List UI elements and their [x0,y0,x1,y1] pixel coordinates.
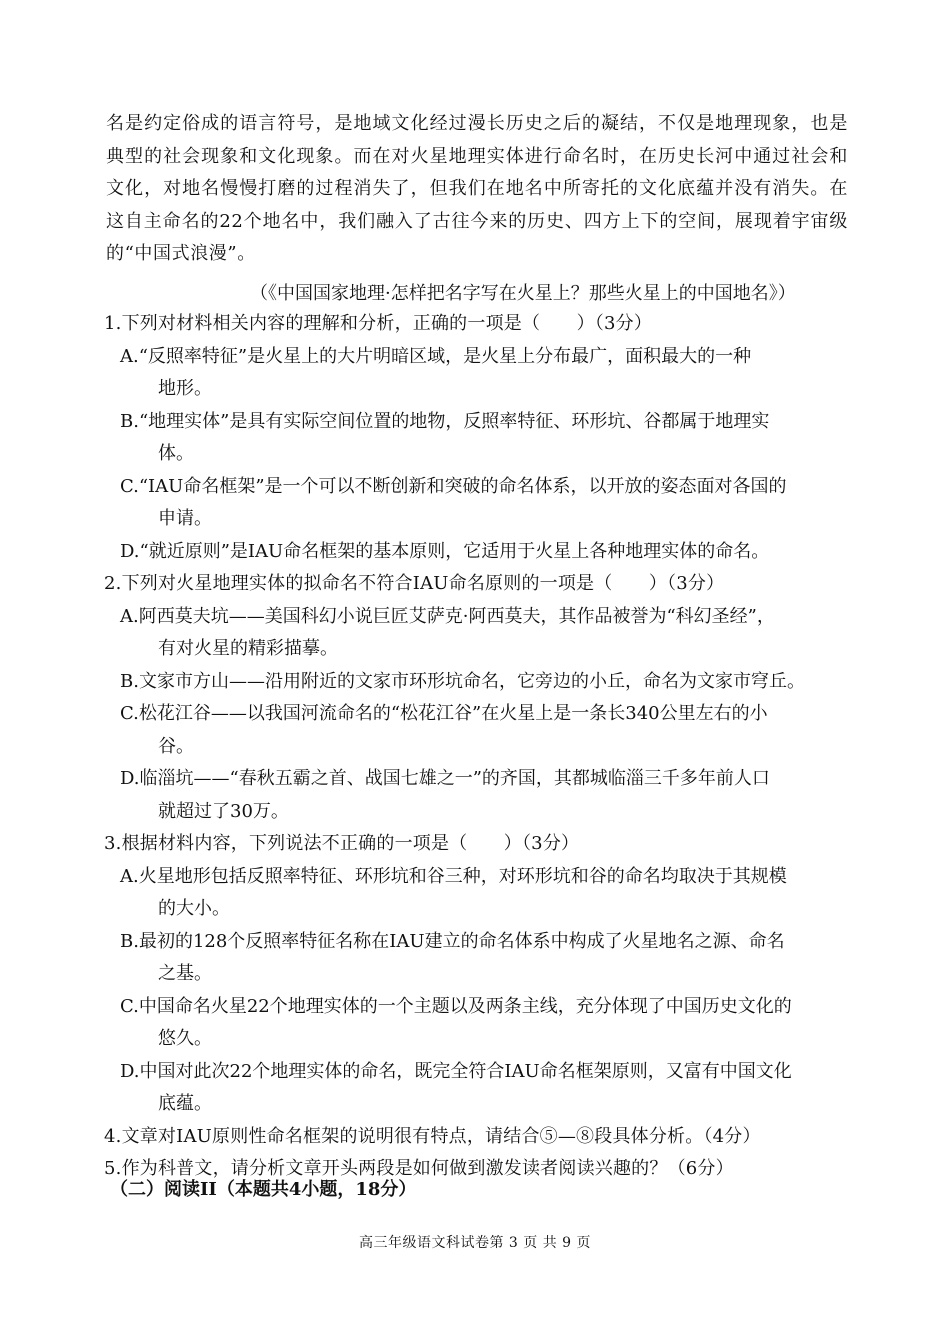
option-text-cont: 谷。 [158,735,194,757]
question-1 [104,308,850,568]
option-text-cont: 之基。 [158,963,212,984]
section-title: （二）阅读II（本题共4小题，18分） [110,1179,417,1200]
question-stem: 4.文章对IAU原则性命名框架的说明很有特点，请结合⑤—⑧段具体分析。（4分） [104,1125,761,1147]
option-text: D.“就近原则”是IAU命名框架的基本原则，它适用于火星上各种地理实体的命名。 [120,540,770,562]
question-stem: 3.根据材料内容，下列说法不正确的一项是（ ）（3分） [104,833,580,854]
option-c [104,471,850,536]
option-text: C.松花江谷——以我国河流命名的“松花江谷”在火星上是一条长340公里左右的小 [120,703,768,724]
option-text: D.中国对此次22个地理实体的命名，既完全符合IAU命名框架原则，又富有中国文化 [120,1060,792,1082]
source-citation: （《中国国家地理·怎样把名字写在火星上？那些火星上的中国地名》） [250,283,796,304]
option-text: C.“IAU命名框架”是一个可以不断创新和突破的命名体系，以开放的姿态面对各国的 [120,475,787,497]
option-text: B.文家市方山——沿用附近的文家市环形坑命名，它旁边的小丘，命名为文家市穹丘。 [120,670,805,692]
option-text: C.中国命名火星22个地理实体的一个主题以及两条主线，充分体现了中国历史文化的 [120,995,792,1017]
option-text: B.最初的128个反照率特征名称在IAU建立的命名体系中构成了火星地名之源、命名 [120,930,785,952]
option-a [104,601,850,666]
option-d [104,1056,850,1121]
option-text: A.“反照率特征”是火星上的大片明暗区域，是火星上分布最广，面积最大的一种 [120,345,752,367]
option-a [104,341,850,406]
question-stem: 5.作为科普文，请分析文章开头两段是如何做到激发读者阅读兴趣的？（6分） [104,1158,734,1179]
question-4 [104,1121,850,1154]
question-stem: 1.下列对材料相关内容的理解和分析，正确的一项是（ ）（3分） [104,313,653,334]
option-b [104,406,850,471]
question-list [104,308,850,1186]
option-text-cont: 就超过了30万。 [158,800,289,822]
question-2 [104,568,850,828]
option-text-cont: 体。 [158,443,194,464]
option-b [104,926,850,991]
intro-paragraph: 名是约定俗成的语言符号，是地域文化经过漫长历史之后的凝结，不仅是地理现象，也是典型的社会现象和文化现象。而在对火星地理实体进行命名时，在历史长河中通过社会和文化，对地名慢慢打磨的过程消失了，但我们在地名中所寄托的文化底蕴并没有消失。在这自主命名的22个地名中，我们融入了古往今来的历史、四方上下的空间，展现着宇宙级的“中国式浪漫”。 [106,113,848,264]
page-footer: 高三年级语文科试卷第 3 页 共 9 页 [358,1235,592,1251]
question-3 [104,828,850,1121]
option-text-cont: 的大小。 [158,898,230,919]
option-c [104,698,850,763]
option-text-cont: 申请。 [158,508,212,529]
option-d [104,763,850,828]
option-c [104,991,850,1056]
option-b [104,666,850,699]
option-text: B.“地理实体”是具有实际空间位置的地物，反照率特征、环形坑、谷都属于地理实 [120,410,770,432]
option-text-cont: 底蕴。 [158,1093,212,1114]
question-stem: 2.下列对火星地理实体的拟命名不符合IAU命名原则的一项是（ ）（3分） [104,573,725,594]
option-text: A.火星地形包括反照率特征、环形坑和谷三种，对环形坑和谷的命名均取决于其规模 [120,865,787,887]
option-text: D.临淄坑——“春秋五霸之首、战国七雄之一”的齐国，其都城临淄三千多年前人口 [120,768,770,789]
option-text-cont: 悠久。 [158,1028,212,1049]
option-text-cont: 有对火星的精彩描摹。 [158,638,338,659]
option-d [104,536,850,569]
option-a [104,861,850,926]
option-text: A.阿西莫夫坑——美国科幻小说巨匠艾萨克·阿西莫夫，其作品被誉为“科幻圣经”， [120,605,775,627]
option-text-cont: 地形。 [158,378,212,399]
